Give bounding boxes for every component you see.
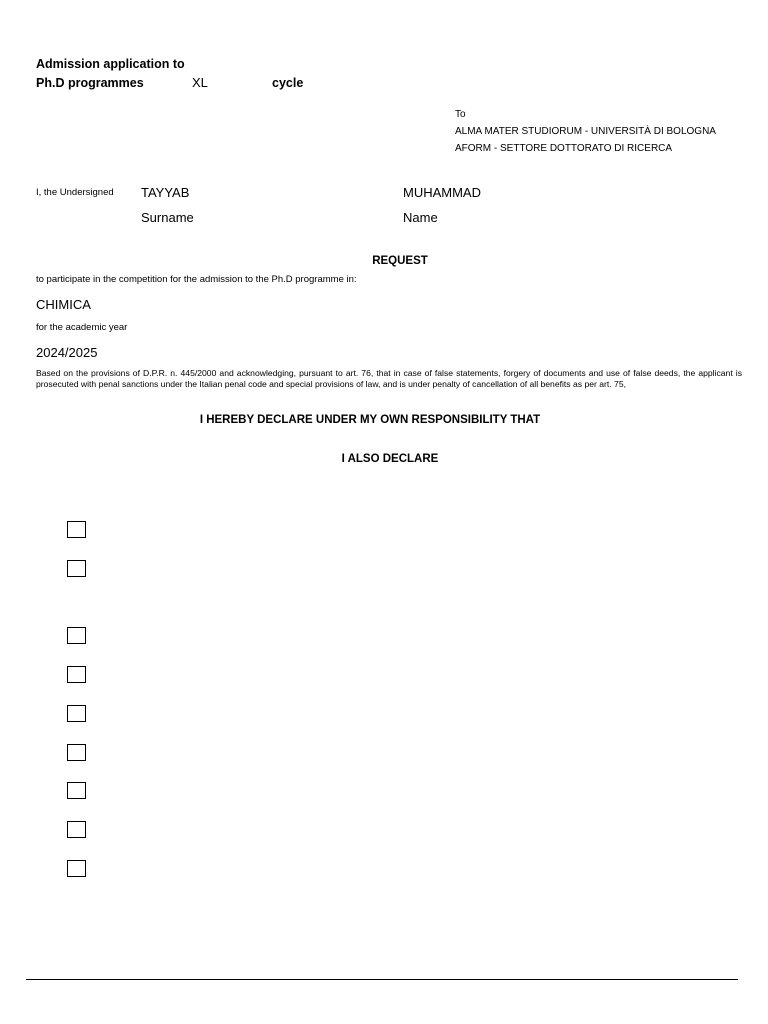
request-intro: to participate in the competition for the admission to the Ph.D programme in:: [36, 274, 357, 285]
declaration-checkbox-7[interactable]: [67, 782, 86, 799]
footer-divider: [26, 979, 738, 980]
declaration-checkbox-4[interactable]: [67, 666, 86, 683]
form-title-line2: Ph.D programmes: [36, 76, 144, 90]
declaration-checkbox-1[interactable]: [67, 521, 86, 538]
declaration-checkbox-9[interactable]: [67, 860, 86, 877]
declare-heading: I HEREBY DECLARE UNDER MY OWN RESPONSIBILITY THAT: [199, 414, 541, 426]
declaration-checkbox-6[interactable]: [67, 744, 86, 761]
declaration-checkbox-3[interactable]: [67, 627, 86, 644]
declaration-checkbox-8[interactable]: [67, 821, 86, 838]
surname-value: TAYYAB: [141, 185, 190, 200]
request-heading: REQUEST: [372, 255, 428, 267]
legal-statement: Based on the provisions of D.P.R. n. 445/2000 and acknowledging, pursuant to art. 76, that in case of false statements, forgery of documents and use of false deeds, the applicant is prosecuted with penal sanctions under the Italian penal code and special provisions of law, and is under penalty of cancellation of all benefits as per art. 75,: [36, 368, 742, 389]
academic-year-label: for the academic year: [36, 322, 128, 333]
academic-year-value: 2024/2025: [36, 345, 98, 360]
declaration-checkbox-5[interactable]: [67, 705, 86, 722]
undersigned-label: I, the Undersigned: [36, 187, 114, 198]
recipient-line2: AFORM - SETTORE DOTTORATO DI RICERCA: [455, 143, 673, 154]
recipient-to: To: [455, 109, 466, 120]
form-title-line1: Admission application to: [36, 57, 185, 71]
also-declare-heading: I ALSO DECLARE: [341, 453, 439, 465]
name-value: MUHAMMAD: [403, 185, 481, 200]
cycle-value: XL: [192, 75, 208, 90]
surname-label: Surname: [141, 210, 194, 225]
recipient-line1: ALMA MATER STUDIORUM - UNIVERSITÀ DI BOLOGNA: [455, 126, 716, 137]
programme-value: CHIMICA: [36, 297, 91, 312]
name-label: Name: [403, 210, 438, 225]
declaration-checkbox-2[interactable]: [67, 560, 86, 577]
cycle-label: cycle: [272, 76, 304, 90]
